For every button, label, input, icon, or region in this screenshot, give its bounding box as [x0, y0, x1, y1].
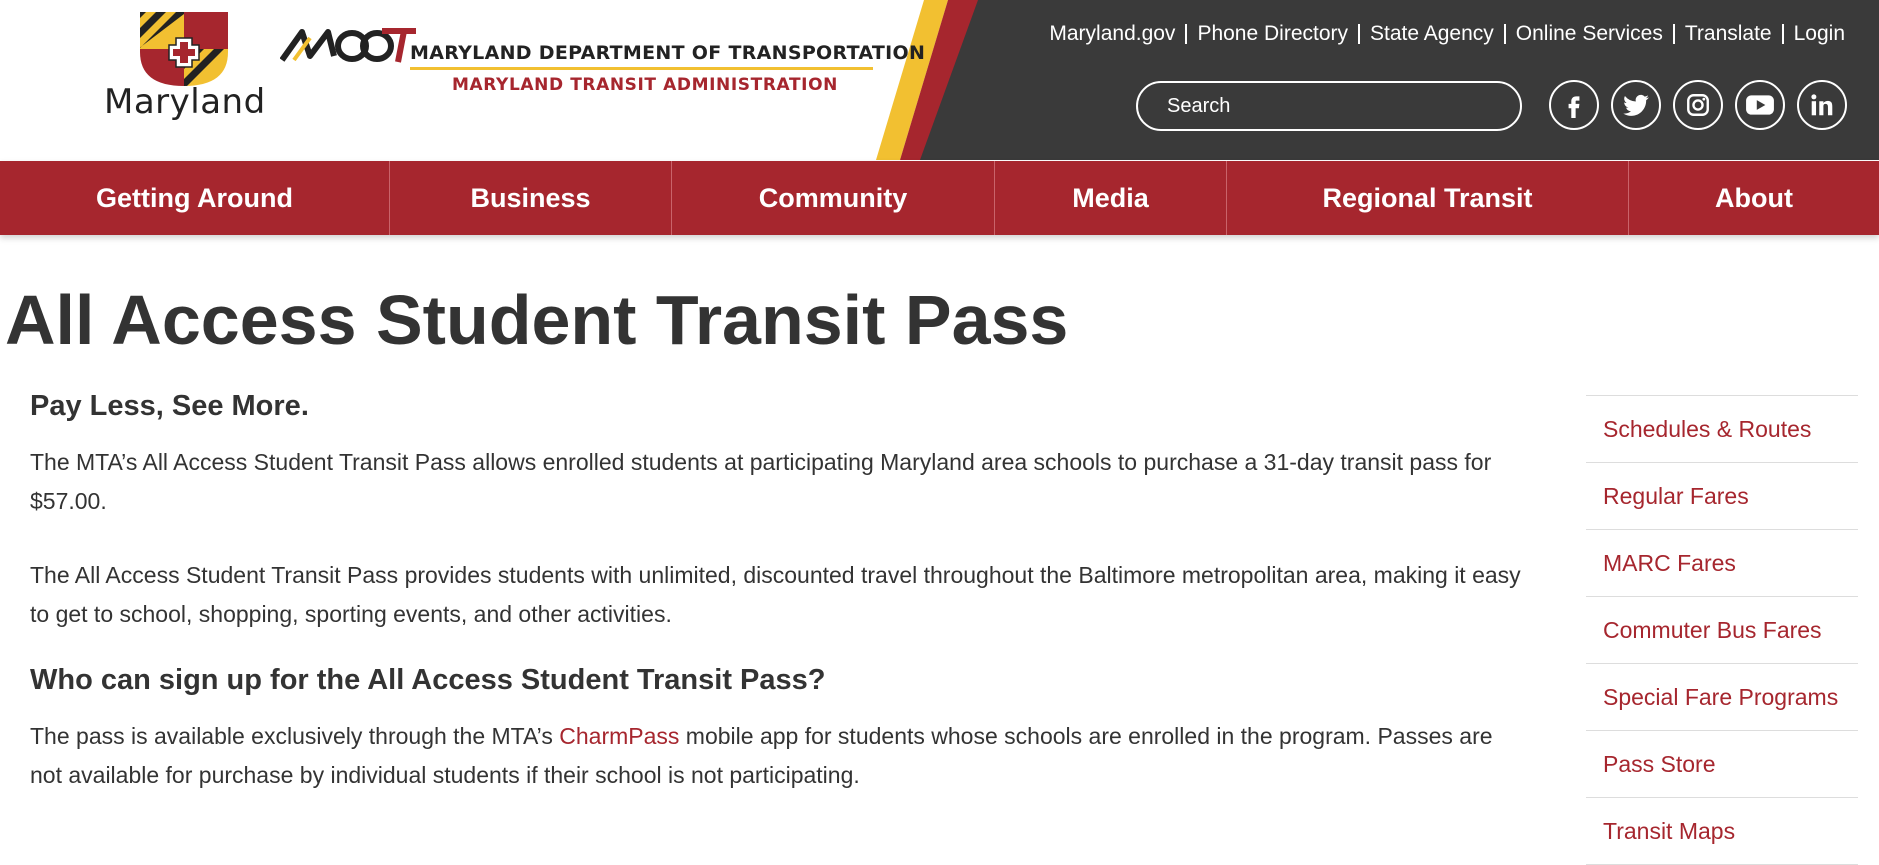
nav-media[interactable]: Media: [995, 161, 1227, 235]
maryland-flag-icon: [136, 12, 232, 86]
charmpass-link[interactable]: CharmPass: [559, 723, 680, 749]
main-content: [30, 390, 1530, 795]
subheading: Pay Less, See More.: [30, 390, 309, 422]
maryland-logo[interactable]: [104, 10, 264, 120]
sidebar-item-regular-fares[interactable]: Regular Fares: [1586, 463, 1858, 530]
mdot-divider: [410, 67, 873, 70]
sidebar-item-pass-store[interactable]: Pass Store: [1586, 731, 1858, 798]
mdot-name: MARYLAND DEPARTMENT OF TRANSPORTATION: [410, 42, 926, 64]
facebook-icon: [1561, 92, 1587, 118]
maryland-logo-text: Maryland: [104, 82, 266, 122]
main-nav: [0, 161, 1879, 235]
eligibility-heading: Who can sign up for the All Access Student Transit Pass?: [30, 664, 826, 696]
instagram-button[interactable]: [1673, 80, 1723, 130]
mdot-logo-icon[interactable]: [280, 26, 416, 66]
sidebar-item-special-fare-programs[interactable]: Special Fare Programs: [1586, 664, 1858, 731]
search-input[interactable]: [1165, 94, 1499, 119]
util-link-login[interactable]: Login: [1793, 22, 1845, 45]
linkedin-icon: [1809, 92, 1835, 118]
agency-name: MARYLAND TRANSIT ADMINISTRATION: [452, 75, 838, 95]
youtube-icon: [1745, 92, 1775, 118]
util-link-translate[interactable]: Translate: [1684, 22, 1772, 45]
sidebar-item-transit-maps[interactable]: Transit Maps: [1586, 798, 1858, 865]
sidebar-nav: [1586, 395, 1858, 865]
intro-paragraph: The MTA’s All Access Student Transit Pass allows enrolled students at participating Maryland area schools to purchase a 31-day transit pass for $57.00.: [30, 449, 1492, 514]
util-separator: [1504, 24, 1506, 44]
utility-links: [1049, 22, 1845, 46]
twitter-button[interactable]: [1611, 80, 1661, 130]
page-title: All Access Student Transit Pass: [5, 281, 1069, 359]
util-separator: [1358, 24, 1360, 44]
social-links: [1549, 80, 1859, 130]
sidebar-item-schedules-routes[interactable]: Schedules & Routes: [1586, 396, 1858, 463]
benefits-paragraph: The All Access Student Transit Pass provides students with unlimited, discounted travel throughout the Baltimore metropolitan area, making it easy to get to school, shopping, sporting events, and other activities.: [30, 562, 1521, 627]
util-separator: [1185, 24, 1187, 44]
youtube-button[interactable]: [1735, 80, 1785, 130]
util-link-phone-directory[interactable]: Phone Directory: [1197, 22, 1349, 45]
search-box[interactable]: [1136, 81, 1522, 131]
nav-regional-transit[interactable]: Regional Transit: [1227, 161, 1629, 235]
facebook-button[interactable]: [1549, 80, 1599, 130]
sidebar-item-marc-fares[interactable]: MARC Fares: [1586, 530, 1858, 597]
nav-business[interactable]: Business: [390, 161, 672, 235]
eligibility-text-end: mobile app for students whose schools are enrolled in the program. Passes are not available for purchase by individual students if their school is not participating.: [30, 723, 1493, 788]
util-separator: [1782, 24, 1784, 44]
nav-about[interactable]: About: [1715, 182, 1793, 213]
nav-community[interactable]: Community: [672, 161, 995, 235]
eligibility-text-start: The pass is available exclusively through the MTA’s: [30, 723, 560, 749]
site-header: [0, 0, 1879, 160]
util-link-maryland-gov[interactable]: Maryland.gov: [1049, 22, 1176, 45]
linkedin-button[interactable]: [1797, 80, 1847, 130]
eligibility-paragraph: [30, 717, 1530, 795]
twitter-icon: [1622, 91, 1650, 119]
util-link-state-agency[interactable]: State Agency: [1370, 22, 1494, 45]
util-separator: [1673, 24, 1675, 44]
nav-getting-around[interactable]: Getting Around: [0, 161, 390, 235]
sidebar-item-commuter-bus-fares[interactable]: Commuter Bus Fares: [1586, 597, 1858, 664]
util-link-online-services[interactable]: Online Services: [1515, 22, 1663, 45]
instagram-icon: [1685, 92, 1711, 118]
